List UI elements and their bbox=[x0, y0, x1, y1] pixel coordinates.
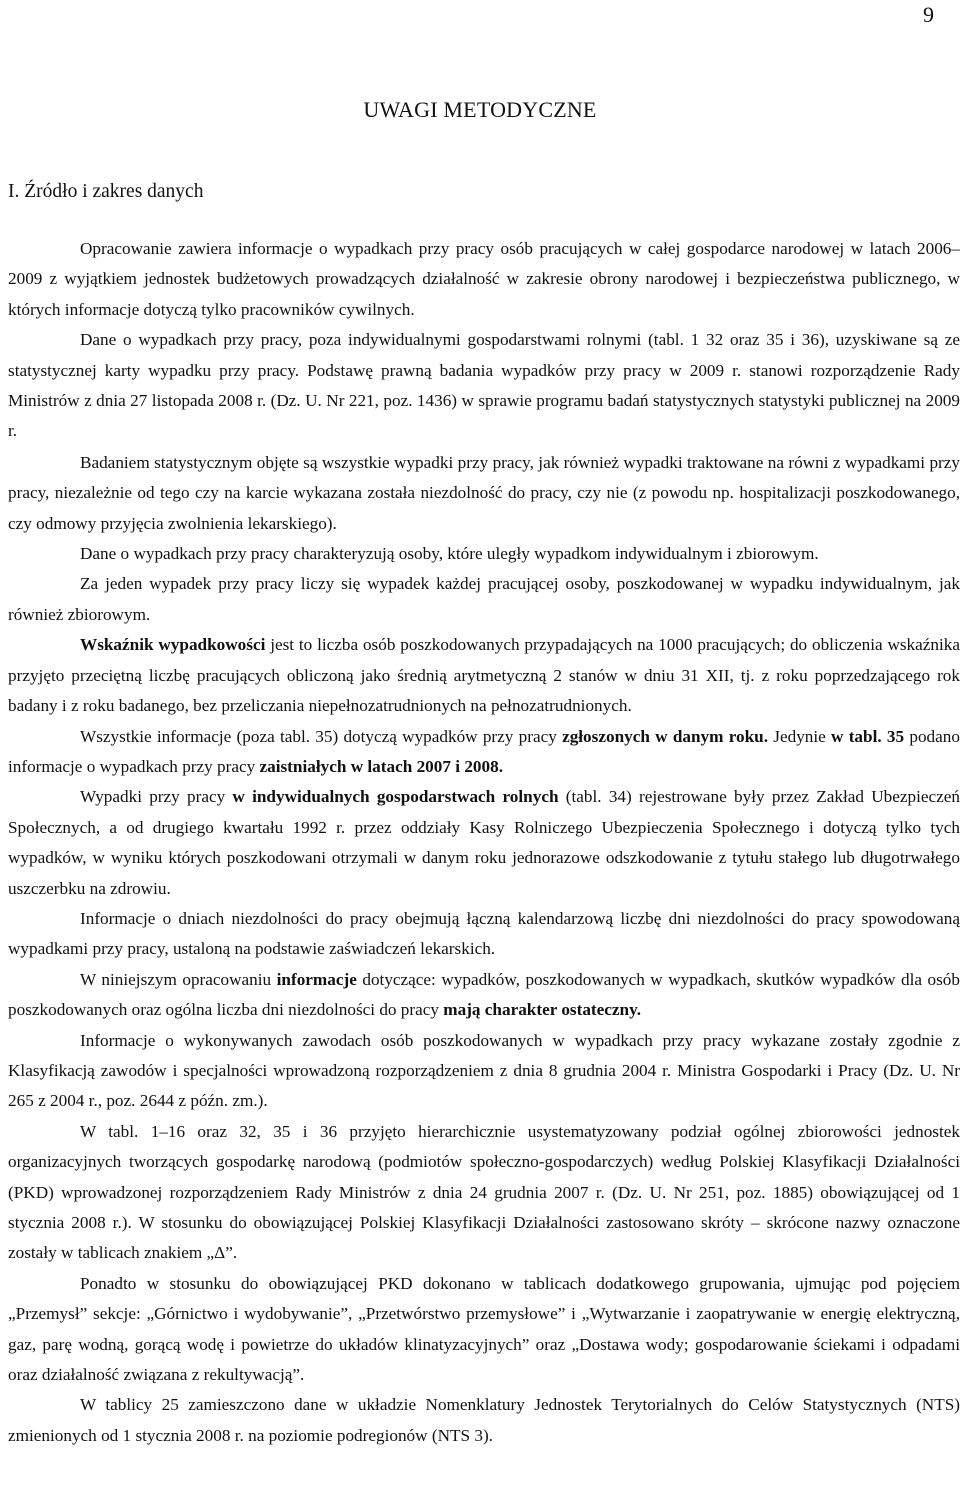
text-segment: W niniejszym opracowaniu bbox=[80, 969, 277, 989]
paragraph-data-source: Dane o wypadkach przy pracy, poza indywidualnymi gospodarstwami rolnymi (tabl. 1 32 oraz 35 i 36), uzyskiwane są ze statystycznej karty wypadku przy pracy. Podstawę prawną badania wypadków przy pracy w 2009 r. stanowi rozporządzenie Rady Ministrów z dnia 27 listopada 2008 r. (Dz. U. Nr 221, poz. 1436) w sprawie programu badań statystycznych statystyki publicznej na 2009 r. bbox=[8, 330, 960, 441]
text-segment: Wszystkie informacje (poza tabl. 35) dotyczą wypadków przy pracy bbox=[80, 726, 563, 746]
text-segment: jest to liczba osób poszkodowanych przypadających na 1000 pracujących; do obliczenia wskaźnika przyjęto przeciętną liczbę pracujących obliczoną jako średnią arytmetyczną 2 stanów w dniu 31 XII, tj. z roku poprzedzającego rok badany i z roku badanego, bez przeliczania niepełnozatrudnionych na pełnozatrudnionych. bbox=[8, 635, 960, 716]
paragraph-reporting-year bbox=[8, 722, 960, 783]
paragraph-pkd-classification: W tabl. 1–16 oraz 32, 35 i 36 przyjęto hierarchicznie usystematyzowany podział ogólnej zbiorowości jednostek organizacyjnych tworzących gospodarkę narodową (podmiotów społeczno-gospodarczych) według Polskiej Klasyfikacji Działalności (PKD) wprowadzonej rozporządzeniem Rady Ministrów z dnia 24 grudnia 2007 r. (Dz. U. Nr 251, poz. 1885) obowiązującej od 1 stycznia 2008 r.). W stosunku do obowiązującej Polskiej Klasyfikacji Działalności zastosowano skróty – skrócone nazwy oznaczone zostały w tablicach znakiem „Δ”. bbox=[8, 1121, 960, 1263]
emphasis: informacje bbox=[276, 969, 357, 989]
paragraph-accident-rate bbox=[8, 630, 960, 721]
emphasis: mają charakter ostateczny. bbox=[443, 1000, 642, 1020]
term-accident-rate: Wskaźnik wypadkowości bbox=[80, 635, 266, 655]
emphasis: w tabl. 35 bbox=[831, 726, 905, 746]
paragraph-survey-coverage: Badaniem statystycznym objęte są wszystkie wypadki przy pracy, jak również wypadki traktowane na równi z wypadkami przy pracy, niezależnie od tego czy na karcie wykazana została niezdolność do pracy, czy nie (z powodu np. hospitalizacji poszkodowanego, czy odmowy przyjęcia zwolnienia lekarskiego). bbox=[8, 452, 960, 533]
page-number: 9 bbox=[923, 2, 934, 27]
document-title: UWAGI METODYCZNE bbox=[363, 97, 597, 122]
paragraph-accident-count: Za jeden wypadek przy pracy liczy się wypadek każdej pracującej osoby, poszkodowanej w wypadku indywidualnym, jak również zbiorowym. bbox=[8, 574, 960, 624]
text-segment: dotyczące: wypadków, poszkodowanych w wypadkach, skutków wypadków dla osób poszkodowanych oraz ogólna liczba dni niezdolności do pracy bbox=[8, 969, 960, 1020]
paragraph-industry-grouping: Ponadto w stosunku do obowiązującej PKD dokonano w tablicach dodatkowego grupowania, ujmując pod pojęciem „Przemysł” sekcje: „Górnictwo i wydobywanie”, „Przetwórstwo przemysłowe” i „Wytwarzanie i zaopatrywanie w energię elektryczną, gaz, parę wodną, gorącą wodę i powietrze do układów klinatyzacyjnych” oraz „Dostawa wody; gospodarowanie ściekami i odpadami oraz działalność związana z rekultywacją”. bbox=[8, 1273, 960, 1385]
paragraph-final-status bbox=[8, 965, 960, 1026]
section-heading: I. Źródło i zakres danych bbox=[8, 181, 204, 202]
text-segment: Jedynie bbox=[768, 726, 832, 746]
paragraph-characteristics: Dane o wypadkach przy pracy charakteryzują osoby, które uległy wypadkom indywidualnym i zbiorowym. bbox=[80, 544, 819, 564]
paragraph-scope: Opracowanie zawiera informacje o wypadkach przy pracy osób pracujących w całej gospodarce narodowej w latach 2006–2009 z wyjątkiem jednostek budżetowych prowadzących działalność w zakresie obrony narodowej i bezpieczeństwa publicznego, w których informacje dotyczą tylko pracowników cywilnych. bbox=[8, 239, 960, 319]
paragraph-nts-regions: W tablicy 25 zamieszczono dane w układzie Nomenklatury Jednostek Terytorialnych do Celów Statystycznych (NTS) zmienionych od 1 stycznia 2008 r. na poziomie podregionów (NTS 3). bbox=[8, 1395, 960, 1445]
text-segment: Wypadki przy pracy bbox=[80, 787, 233, 807]
emphasis: zgłoszonych w danym roku. bbox=[562, 726, 769, 746]
paragraph-occupations: Informacje o wykonywanych zawodach osób poszkodowanych w wypadkach przy pracy wykazane zostały zgodnie z Klasyfikacją zawodów i specjalności wprowadzoną rozporządzeniem z dnia 8 grudnia 2004 r. Ministra Gospodarki i Pracy (Dz. U. Nr 265 z 2004 r., poz. 2644 z późn. zm.). bbox=[8, 1030, 960, 1111]
emphasis: zaistniałych w latach 2007 i 2008. bbox=[259, 756, 503, 776]
emphasis: w indywidualnych gospodarstwach rolnych bbox=[232, 787, 559, 807]
document-body bbox=[8, 234, 960, 1451]
paragraph-farm-accidents bbox=[8, 782, 960, 904]
text-segment: (tabl. 34) rejestrowane były przez Zakład Ubezpieczeń Społecznych, a od drugiego kwartału 1992 r. przez oddziały Kasy Rolniczego Ubezpieczenia Społecznego i dotyczą tylko tych wypadków, w wyniku których poszkodowani otrzymali w danym roku jednorazowe odszkodowanie z tytułu stałego lub długotrwałego uszczerbku na zdrowiu. bbox=[8, 787, 960, 898]
paragraph-incapacity-days: Informacje o dniach niezdolności do pracy obejmują łączną kalendarzową liczbę dni niezdolności do pracy spowodowaną wypadkami przy pracy, ustaloną na podstawie zaświadczeń lekarskich. bbox=[8, 908, 960, 959]
text-segment: podano informacje o wypadkach przy pracy bbox=[8, 726, 960, 776]
